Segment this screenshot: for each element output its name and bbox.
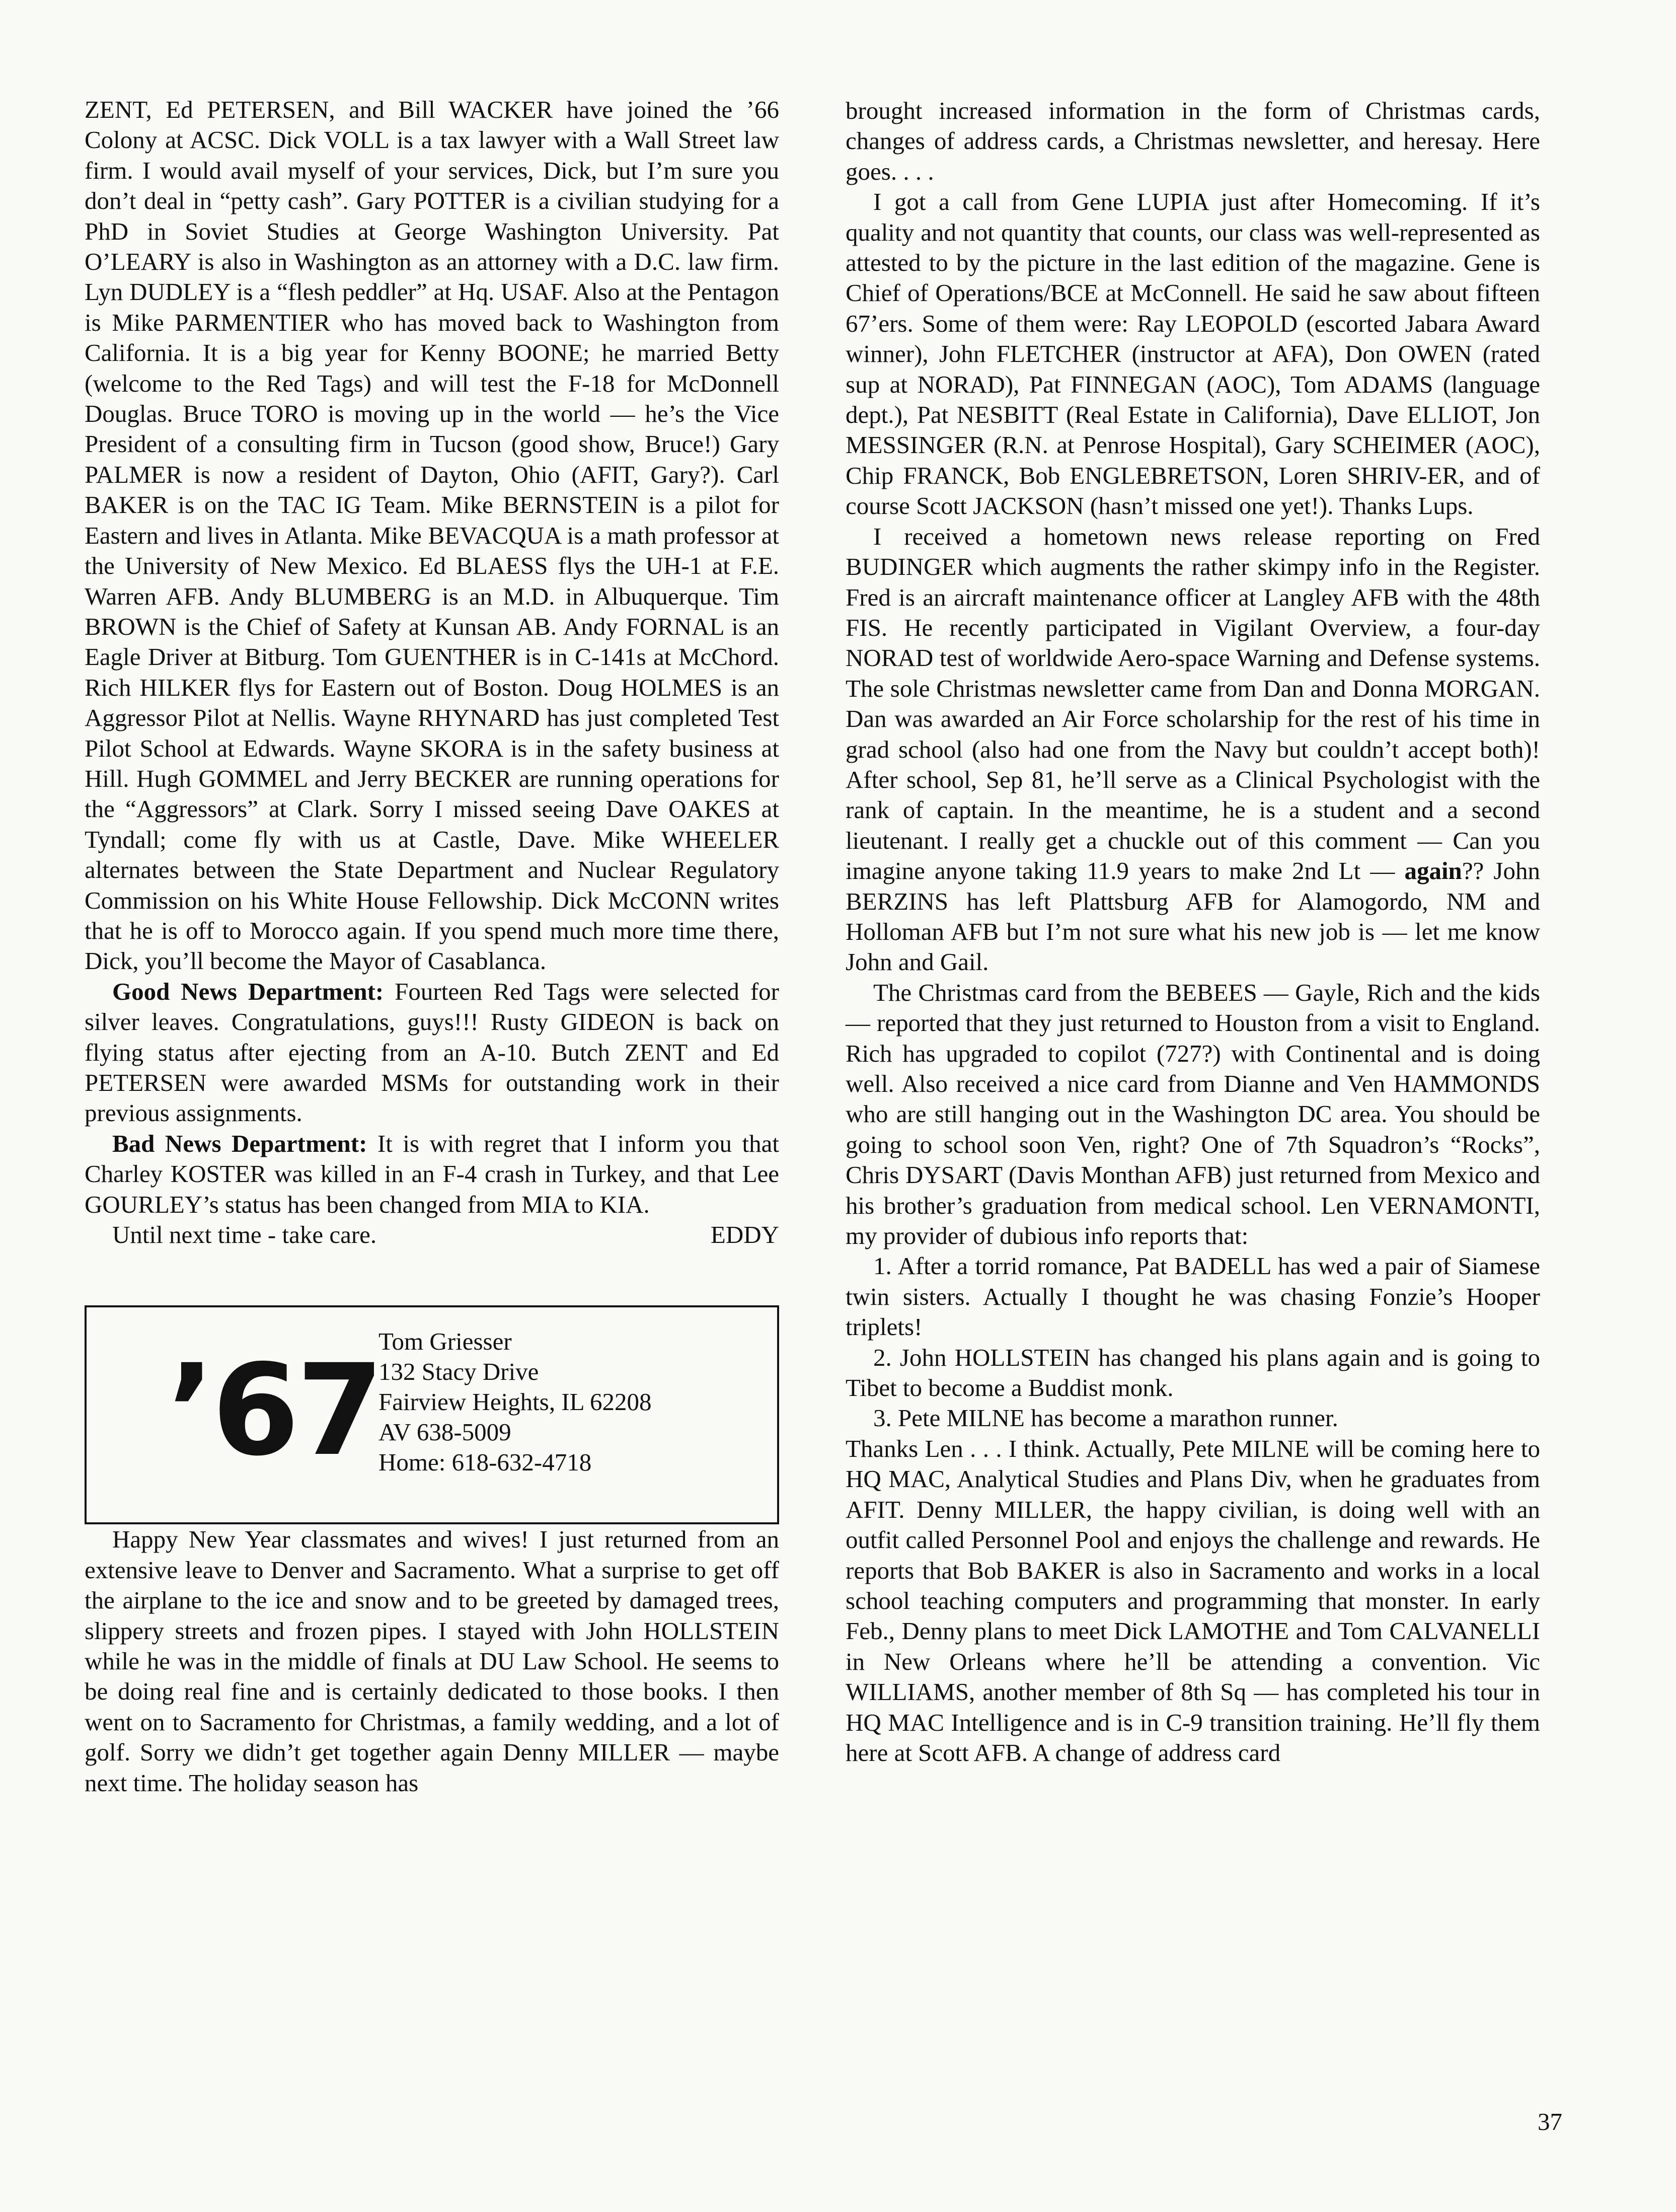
closing-text: Until next time - take care. (112, 1221, 377, 1249)
page-number: 37 (1538, 2108, 1562, 2135)
class-67-header-box (85, 1305, 779, 1524)
class-67-opening-paragraph: Happy New Year classmates and wives! I just returned from an extensive leave to Denver and Sacramento. What a surprise to get off the airplane to the ice and snow and to be greeted by damaged trees, slippery streets and frozen pipes. I stayed with John HOLLSTEIN while he was in the middle of finals at DU Law School. He seems to be doing real fine and is certainly dedicated to those books. I then went on to Sacramento for Christmas, a family wedding, and a lot of golf. Sorry we didn’t get together again Denny MILLER — maybe next time. The holiday season has (85, 1525, 779, 1797)
good-news-heading: Good News Department: (112, 977, 384, 1005)
class-year: ’67 (167, 1337, 381, 1484)
continuation-paragraph: brought increased information in the form of Christmas cards, changes of address cards, a Christmas newsletter, and heresay. Here goes. . . . (846, 97, 1540, 185)
bebees-paragraph: The Christmas card from the BEBEES — Gayle, Rich and the kids — reported that they just returned to Houston from a visit to England. Rich has upgraded to copilot (727?) with Continental and is doing well. Also received a nice card from Dianne and Ven HAMMONDS who are still hanging out in the Washington DC area. You should be going to school soon Ven, right? One of 7th Squadron’s “Rocks”, Chris DYSART (Davis Monthan AFB) just returned from Mexico and his brother’s graduation from medical school. Len VERNAMONTI, my provider of dubious info reports that: (846, 978, 1540, 1250)
address-city: Fairview Heights, IL 62208 (378, 1388, 652, 1416)
address-home-phone: Home: 618-632-4718 (378, 1448, 592, 1477)
good-news-text: Fourteen Red Tags were selected for silver leaves. Congratulations, guys!!! Rusty GIDEON is back on flying status after ejecting from an A-10. Butch ZENT and Ed PETERSEN were awarded MSMs for outstanding work in their previous assignments. (85, 977, 780, 1127)
left-column (85, 95, 779, 1798)
bad-news-paragraph (85, 1129, 779, 1220)
right-column (846, 96, 1540, 1768)
correspondent-address (378, 1326, 652, 1478)
address-name: Tom Griesser (378, 1328, 512, 1356)
lupia-paragraph: I got a call from Gene LUPIA just after Homecoming. If it’s quality and not quantity that counts, our class was well-represented as attested to by the picture in the last edition of the magazine. Gene is Chief of Operations/BCE at McConnell. He said he saw about fifteen 67’ers. Some of them were: Ray LEOPOLD (escorted Jabara Award winner), John FLETCHER (instructor at AFA), Don OWEN (rated sup at NORAD), Pat FINNEGAN (AOC), Tom ADAMS (language dept.), Pat NESBITT (Real Estate in California), Dave ELLIOT, Jon MESSINGER (R.N. at Penrose Hospital), Gary SCHEIMER (AOC), Chip FRANCK, Bob ENGLEBRETSON, Loren SHRIV-ER, and of course Scott JACKSON (hasn’t missed one yet!). Thanks Lups. (846, 188, 1540, 520)
address-av-phone: AV 638-5009 (378, 1418, 511, 1446)
bad-news-text: It is with regret that I inform you that Charley KOSTER was killed in an F-4 crash in Turkey, and that Lee GOURLEY’s status has been changed from MIA to KIA. (85, 1129, 779, 1218)
address-street: 132 Stacy Drive (378, 1358, 539, 1386)
budinger-text-1: I received a hometown news release reporting on Fred BUDINGER which augments the rather skimpy info in the Register. Fred is an aircraft maintenance officer at Langley AFB with the 48th FIS. He recently participated in Vigilant Overview, a four-day NORAD test of worldwide Aero-space Warning and Defense systems. The sole Christmas newsletter came from Dan and Donna MORGAN. Dan was awarded an Air Force scholarship for the rest of his time in grad school (also had one from the Navy but couldn’t accept both)! After school, Sep 81, he’ll serve as a Clinical Psychologist with the rank of captain. In the meantime, he is a student and a second lieutenant. I really get a chuckle out of this comment — Can you imagine anyone taking 11.9 years to make 2nd Lt — (846, 522, 1540, 885)
list-item: 1. After a torrid romance, Pat BADELL has wed a pair of Siamese twin sisters. Actually I thought he was chasing Fonzie’s Hooper triplets! (846, 1252, 1540, 1341)
list-item: 3. Pete MILNE has become a marathon runner. (873, 1404, 1338, 1432)
closing-paragraph: Thanks Len . . . I think. Actually, Pete MILNE will be coming here to HQ MAC, Analytical Studies and Plans Div, when he graduates from AFIT. Denny MILLER, the happy civilian, is doing well with an outfit called Personnel Pool and enjoys the challenge and rewards. He reports that Bob BAKER is also in Sacramento and works in a local school teaching computers and programming that monster. In early Feb., Denny plans to meet Dick LAMOTHE and Tom CALVANELLI in New Orleans where he’ll be attending a convention. Vic WILLIAMS, another member of 8th Sq — has completed his tour in HQ MAC Intelligence and is in C-9 transition training. He’ll fly them here at Scott AFB. A change of address card (846, 1434, 1540, 1766)
intro-paragraph: ZENT, Ed PETERSEN, and Bill WACKER have joined the ’66 Colony at ACSC. Dick VOLL is a tax lawyer with a Wall Street law firm. I would avail myself of your services, Dick, but I’m sure you don’t deal in “petty cash”. Gary POTTER is a civilian studying for a PhD in Soviet Studies at George Washington University. Pat O’LEARY is also in Washington as an attorney with a D.C. law firm. Lyn DUDLEY is a “flesh peddler” at Hq. USAF. Also at the Pentagon is Mike PARMENTIER who has moved back to Washington from California. It is a big year for Kenny BOONE; he married Betty (welcome to the Red Tags) and will test the F-18 for McDonnell Douglas. Bruce TORO is moving up in the world — he’s the Vice President of a consulting firm in Tucson (good show, Bruce!) Gary PALMER is now a resident of Dayton, Ohio (AFIT, Gary?). Carl BAKER is on the TAC IG Team. Mike BERNSTEIN is a pilot for Eastern and lives in Atlanta. Mike BEVACQUA is a math professor at the University of New Mexico. Ed BLAESS flys the UH-1 at F.E. Warren AFB. Andy BLUMBERG is an M.D. in Albuquerque. Tim BROWN is the Chief of Safety at Kunsan AB. Andy FORNAL is an Eagle Driver at Bitburg. Tom GUENTHER is in C-141s at McChord. Rich HILKER flys for Eastern out of Boston. Doug HOLMES is an Aggressor Pilot at Nellis. Wayne RHYNARD has just completed Test Pilot School at Edwards. Wayne SKORA is in the safety business at Hill. Hugh GOMMEL and Jerry BECKER are running operations for the “Aggressors” at Clark. Sorry I missed seeing Dave OAKES at Tyndall; come fly with us at Castle, Dave. Mike WHEELER alternates between the State Department and Nuclear Regulatory Commission on his White House Fellowship. Dick McCONN writes that he is off to Morocco again. If you spend much more time there, Dick, you’ll become the Mayor of Casablanca. (85, 96, 779, 975)
signature: EDDY (710, 1221, 779, 1249)
list-item: 2. John HOLLSTEIN has changed his plans again and is going to Tibet to become a Buddist monk. (846, 1343, 1540, 1402)
bad-news-heading: Bad News Department: (112, 1129, 367, 1157)
budinger-bold-word: again (1404, 857, 1462, 885)
budinger-paragraph (846, 522, 1540, 978)
signoff-line (85, 1220, 779, 1250)
budinger-text-2: ?? John BERZINS has left Plattsburg AFB for Alamogordo, NM and Holloman AFB but I’m not sure what his new job is — let me know John and Gail. (846, 857, 1540, 976)
good-news-paragraph (85, 977, 779, 1129)
